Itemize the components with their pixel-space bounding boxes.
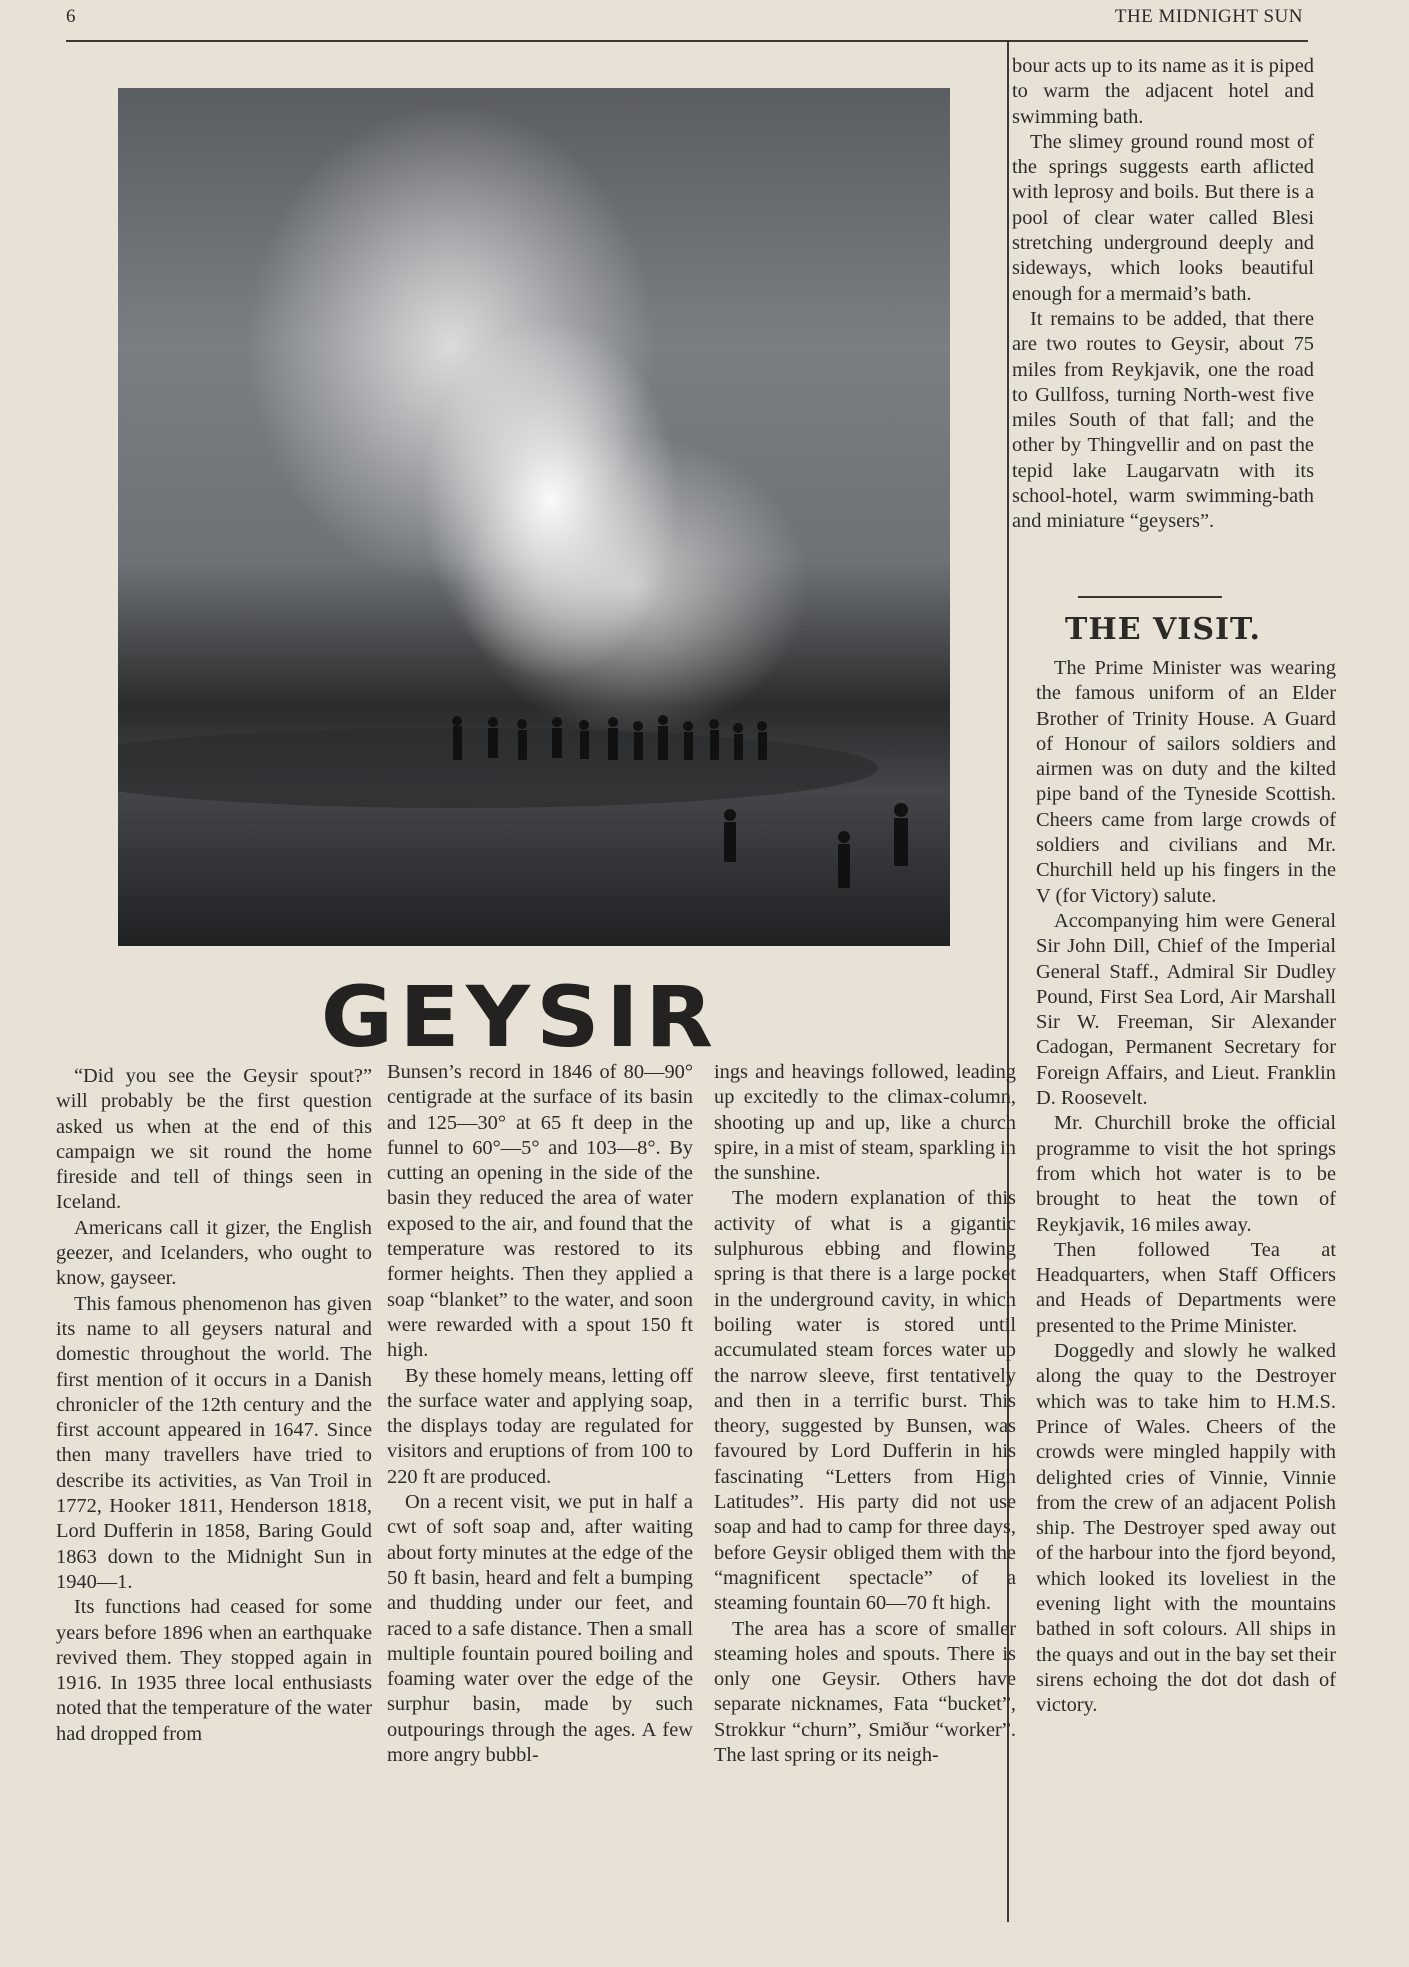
geysir-photograph xyxy=(118,88,950,946)
section-divider xyxy=(1078,596,1222,598)
paragraph: The Prime Minister was wearing the famous uniform of an Elder Brother of Trinity House. A Guard of Honour of sailors soldiers and airmen was on duty and the kilted pipe band of the Tyneside Scottish. Cheers came from large crowds of soldiers and civilians and Mr. Churchill held up his fingers in the V (for Victory) salute. xyxy=(1036,657,1336,907)
header-rule xyxy=(66,40,1308,42)
paragraph: “Did you see the Geysir spout?” will probably be the first question asked us when at the end of this campaign we sit round the home fireside and tell of things seen in Iceland. xyxy=(56,1065,372,1214)
paragraph: bour acts up to its name as it is piped to warm the adjacent hotel and swimming bath. xyxy=(1012,55,1314,128)
visit-column xyxy=(1036,656,1336,1718)
article-column-1 xyxy=(56,1064,372,1747)
paragraph: Mr. Churchill broke the official programme to visit the hot springs from which hot water is to be brought to heat the town of Reykjavik, 16 miles away. xyxy=(1036,1112,1336,1236)
paragraph: This famous phenomenon has given its name to all geysers natural and domestic throughout the world. The first mention of it occurs in a Danish chronicler of the 12th century and the first account appeared in 1647. Since then many travellers have tried to describe its activities, as Van Troil in 1772, Hooker 1811, Henderson 1818, Lord Dufferin in 1858, Baring Gould 1863 down to the Midnight Sun in 1940—1. xyxy=(56,1292,372,1593)
paragraph: Then followed Tea at Headquarters, when Staff Officers and Heads of Departments were presented to the Prime Minister. xyxy=(1036,1238,1336,1337)
paragraph: On a recent visit, we put in half a cwt of soft soap and, after waiting about forty minutes at the edge of the 50 ft basin, heard and felt a bumping and thudding under our feet, and raced to a safe distance. Then a small multiple fountain poured boiling and foaming water over the edge of the surphur basin, made by such outpourings through the ages. A few more angry bubbl- xyxy=(387,1491,693,1767)
article-title: GEYSIR xyxy=(320,968,720,1066)
article-column-3 xyxy=(714,1060,1016,1768)
article-column-2 xyxy=(387,1060,693,1768)
paragraph: Doggedly and slowly he walked along the quay to the Destroyer which was to take him to H.M.S. Prince of Wales. Cheers of the crowds were mingled happily with delighted cries of Vinnie, Vinnie from the crew of an adjacent Polish ship. The Destroyer sped away out of the harbour into the fjord beyond, which looked its loveliest in the evening light with the mountains bathed in soft colours. All ships in the quays and out in the bay set their sirens echoing the dot dot dash of victory. xyxy=(1036,1340,1336,1717)
visit-heading: THE VISIT. xyxy=(1065,612,1261,647)
paragraph: Bunsen’s record in 1846 of 80—90° centigrade at the surface of its basin and 125—30° at 65 ft deep in the funnel to 60°—5° and 103—8°. By cutting an opening in the side of the basin they reduced the area of water exposed to the air, and found that the temperature was restored to its former heights. Then they applied a soap “blanket” to the water, and soon were rewarded with a spout 150 ft high. xyxy=(387,1061,693,1362)
paragraph: ings and heavings followed, leading up excitedly to the climax-column, shooting up and up, like a church spire, in a mist of steam, sparkling in the sunshine. xyxy=(714,1061,1016,1185)
paragraph: The area has a score of smaller steaming holes and spouts. There is only one Geysir. Others have separate nicknames, Fata “bucket”, Strokkur “churn”, Smiður “worker”. The last spring or its neigh- xyxy=(714,1617,1016,1767)
article-column-4 xyxy=(1012,54,1314,535)
crowd-silhouettes xyxy=(118,88,950,946)
paragraph: The slimey ground round most of the springs suggests earth aflicted with leprosy and boils. But there is a pool of clear water called Blesi stretching underground deeply and sideways, which looks beautiful enough for a mermaid’s bath. xyxy=(1012,130,1314,305)
paragraph: Accompanying him were General Sir John Dill, Chief of the Imperial General Staff., Admiral Sir Dudley Pound, First Sea Lord, Air Marshall Sir W. Freeman, Sir Alexander Cadogan, Permanent Secretary for Foreign Affairs, and Lieut. Franklin D. Roosevelt. xyxy=(1036,909,1336,1110)
page-number: 6 xyxy=(66,6,76,27)
paragraph: The modern explanation of this activity of what is a gigantic sulphurous ebbing and flowing spring is that there is a large pocket in the underground cavity, in which boiling water is stored until accumulated steam forces water up the narrow sleeve, first tentatively and then in a terrific burst. This theory, suggested by Bunsen, was favoured by Lord Dufferin in his fascinating “Letters from High Latitudes”. His party did not use soap and had to camp for three days, before Geysir obliged them with the “magnificent spectacle” of a steaming fountain 60—70 ft high. xyxy=(714,1187,1016,1615)
paragraph: By these homely means, letting off the surface water and applying soap, the displays today are regulated for visitors and eruptions of from 100 to 220 ft are produced. xyxy=(387,1364,693,1488)
paragraph: Americans call it gizer, the English geezer, and Icelanders, who ought to know, gayseer. xyxy=(56,1216,372,1290)
paragraph: Its functions had ceased for some years before 1896 when an earthquake revived them. They stopped again in 1916. In 1935 three local enthusiasts noted that the temperature of the water had dropped from xyxy=(56,1596,372,1745)
paragraph: It remains to be added, that there are two routes to Geysir, about 75 miles from Reykjavik, one the road to Gullfoss, turning North-west five miles South of that fall; and the other by Thingvellir and on past the tepid lake Laugarvatn with its school-hotel, warm swimming-bath and miniature “geysers”. xyxy=(1012,307,1314,533)
publication-title: THE MIDNIGHT SUN xyxy=(1114,6,1303,27)
